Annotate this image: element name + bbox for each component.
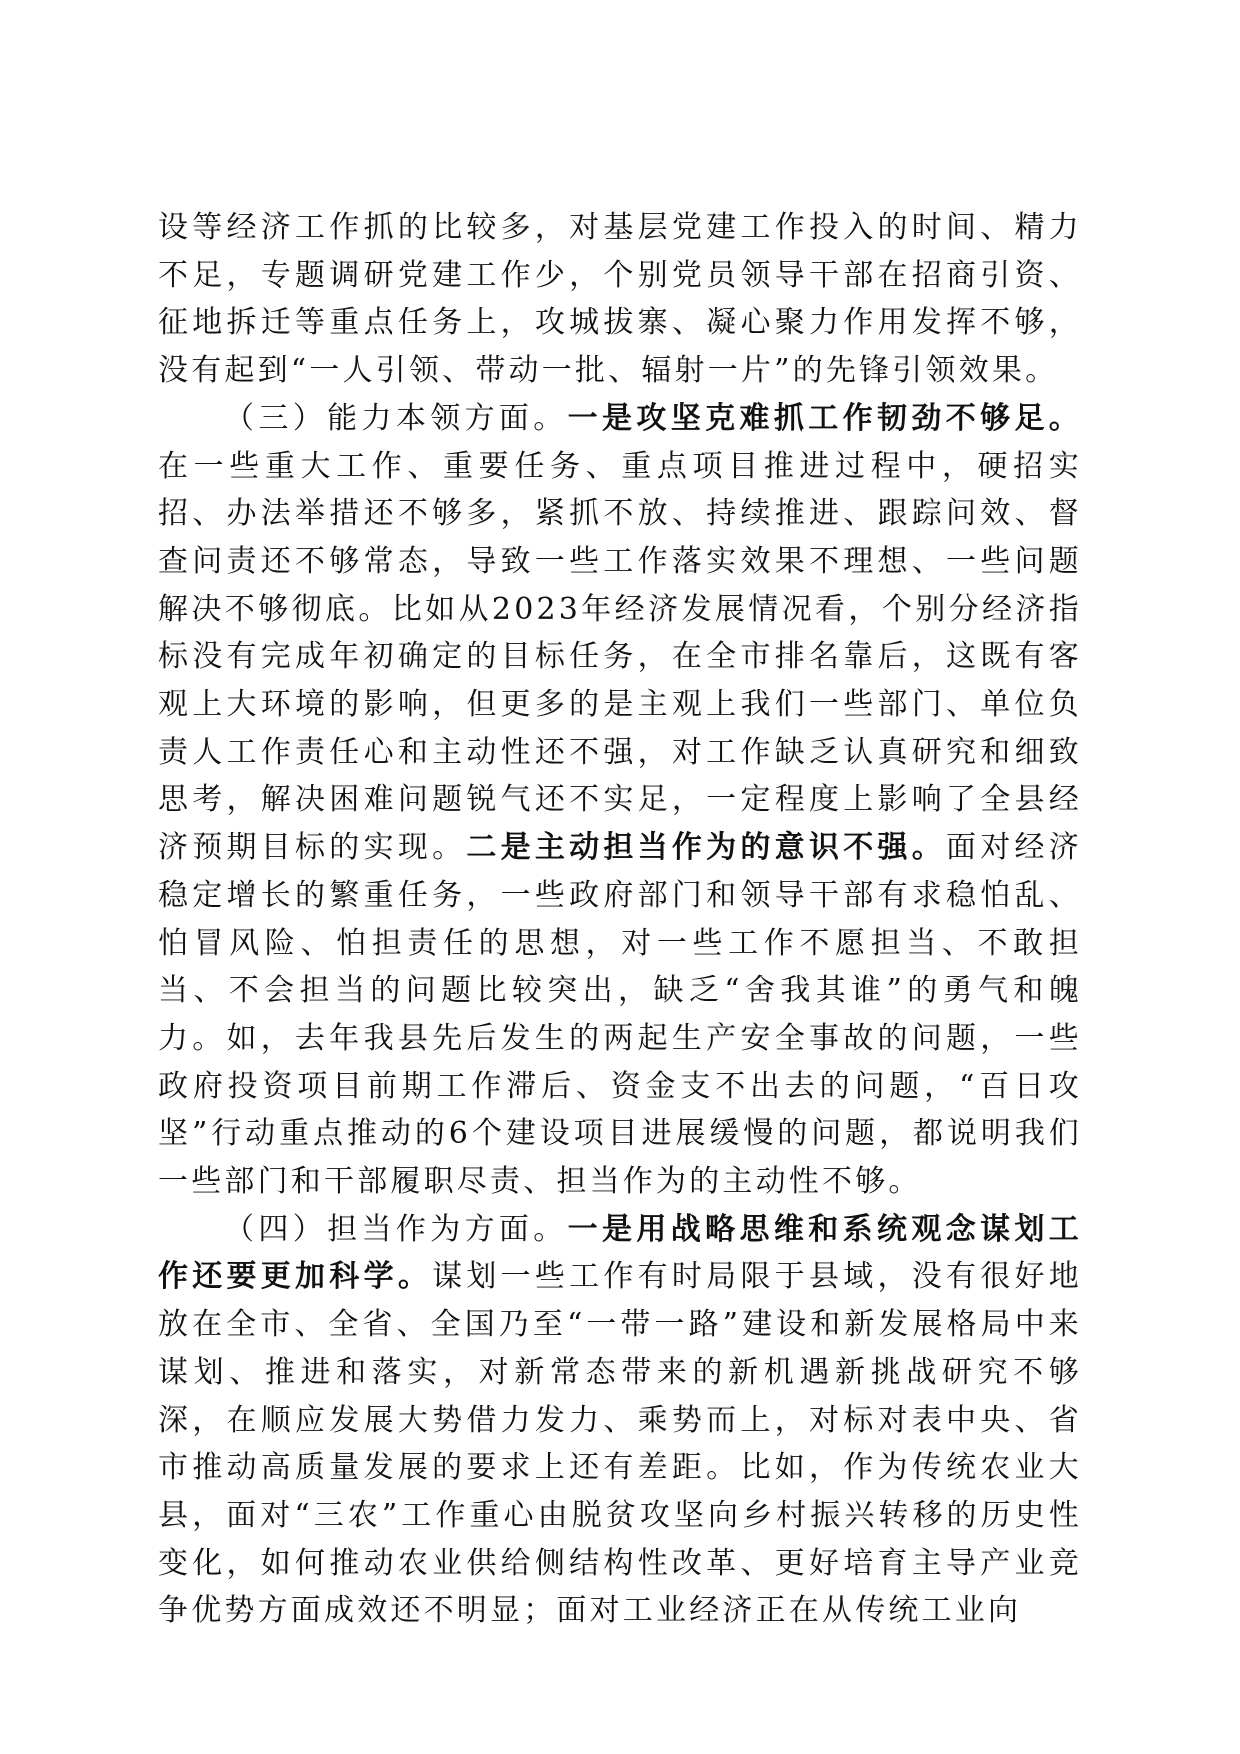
paragraph-text: 设等经济工作抓的比较多，对基层党建工作投入的时间、精力不足，专题调研党建工作少，个别党员领导干部在招商引资、征地拆迁等重点任务上，攻城拔寨、凝心聚力作用发挥不够，没有起到“一人引领、带动一批、辐射一片”的先锋引领效果。 (158, 210, 1082, 389)
paragraph-text: 谋划一些工作有时局限于县域，没有很好地放在全市、全省、全国乃至“一带一路”建设和新发展格局中来谋划、推进和落实，对新常态带来的新机遇新挑战研究不够深，在顺应发展大势借力发力、乘势而上，对标对表中央、省市推动高质量发展的要求上还有差距。比如，作为传统农业大县，面对“三农”工作重心由脱贫攻坚向乡村振兴转移的历史性变化，如何推动农业供给侧结构性改革、更好培育主导产业竞争优势方面成效还不明显；面对工业经济正在从传统工业向 (158, 1259, 1082, 1629)
paragraph-2 (158, 395, 1082, 1206)
key-point-2: 二是主动担当作为的意识不强。 (466, 830, 946, 866)
section-heading-ability: （三）能力本领方面。 (224, 400, 568, 436)
paragraph-text: 在一些重大工作、重要任务、重点项目推进过程中，硬招实招、办法举措还不够多，紧抓不放、持续推进、跟踪问效、督查问责还不够常态，导致一些工作落实效果不理想、一些问题解决不够彻底。比如从2023年经济发展情况看，个别分经济指标没有完成年初确定的目标任务，在全市排名靠后，这既有客观上大环境的影响，但更多的是主观上我们一些部门、单位负责人工作责任心和主动性还不强，对工作缺乏认真研究和细致思考，解决困难问题锐气还不实足，一定程度上影响了全县经济预期目标的实现。 (158, 448, 1082, 866)
paragraph-1 (158, 204, 1082, 395)
section-heading-responsibility: （四）担当作为方面。 (224, 1211, 568, 1247)
document-body (158, 204, 1082, 1635)
paragraph-text: 面对经济稳定增长的繁重任务，一些政府部门和领导干部有求稳怕乱、怕冒风险、怕担责任的思想，对一些工作不愿担当、不敢担当、不会担当的问题比较突出，缺乏“舍我其谁”的勇气和魄力。如，去年我县先后发生的两起生产安全事故的问题，一些政府投资项目前期工作滞后、资金支不出去的问题，“百日攻坚”行动重点推动的6个建设项目进展缓慢的问题，都说明我们一些部门和干部履职尽责、担当作为的主动性不够。 (158, 830, 1082, 1200)
key-point-1: 一是攻坚克难抓工作韧劲不够足。 (567, 400, 1083, 436)
key-point-3: 一是用战略思维和系统观念谋划工作还要更加科学。 (158, 1211, 1083, 1295)
paragraph-3 (158, 1206, 1082, 1635)
